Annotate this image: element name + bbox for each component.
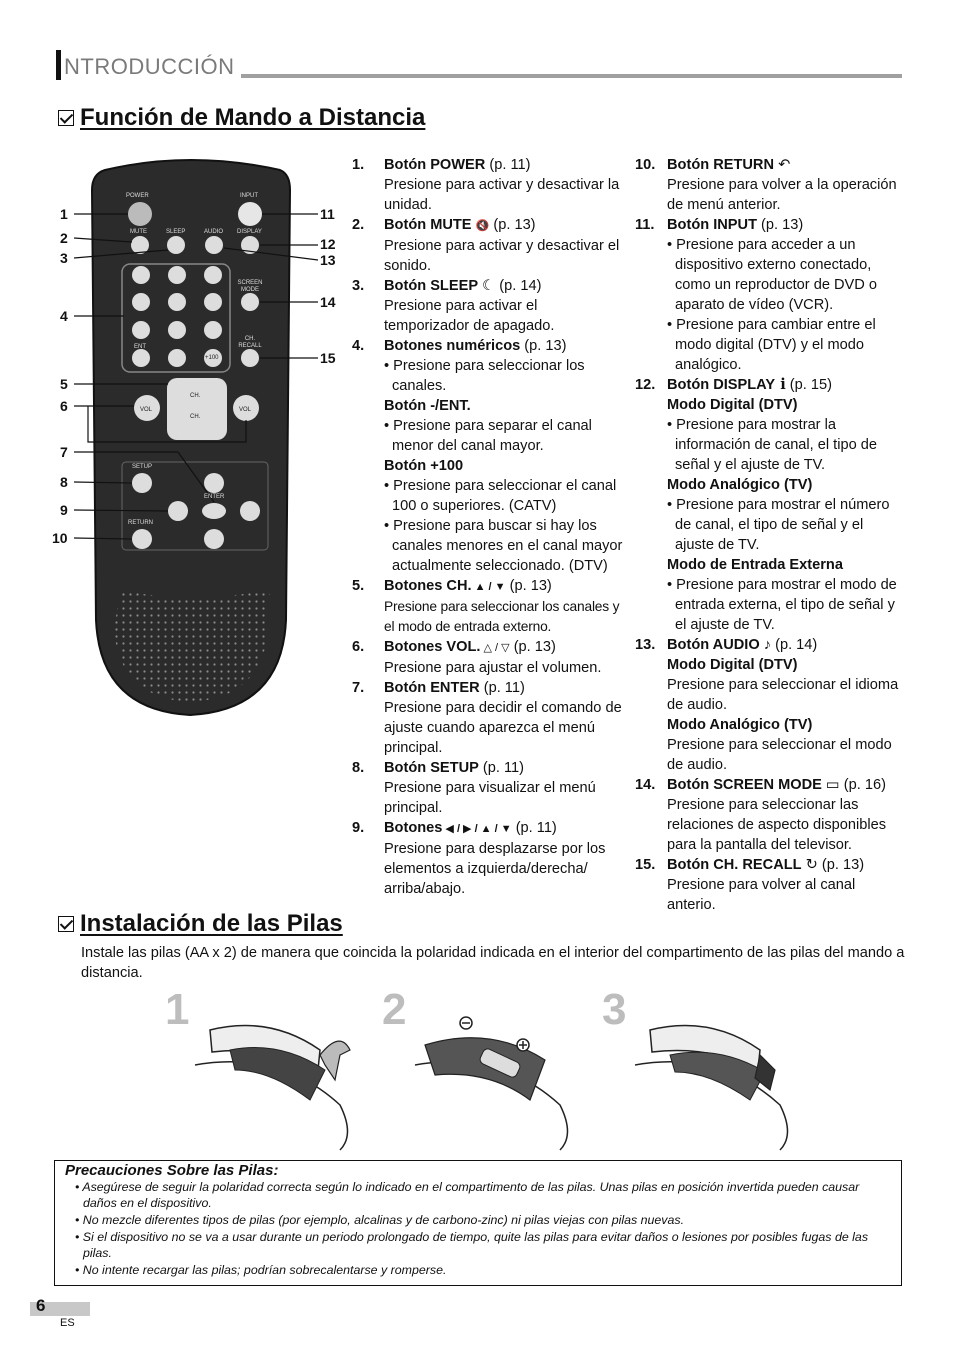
callout-5: 5 — [60, 376, 68, 392]
item-1: 1. Botón POWER (p. 11) Presione para activar y desactivar la unidad. — [352, 157, 620, 213]
item-5: 5. Botones CH. ▲ / ▼ (p. 13) Presione para seleccionar los canales y el modo de entrada externo. — [352, 578, 620, 634]
section-title-text: Función de Mando a Distancia — [80, 104, 426, 131]
return-icon: ↶ — [774, 157, 791, 173]
page-number: 6 — [36, 1296, 46, 1315]
header-title: NTRODUCCIÓN — [64, 54, 235, 79]
caution-title: Precauciones Sobre las Pilas: — [65, 1162, 279, 1179]
step-3-illustration — [630, 1010, 800, 1155]
item-2: 2. Botón MUTE 🔇 (p. 13) Presione para activar y desactivar el sonido. — [352, 217, 620, 274]
callout-10: 10 — [52, 530, 68, 546]
label-return: RETURN — [128, 520, 153, 526]
label-ent: ENT — [134, 344, 146, 350]
item-12: 12. Botón DISPLAY i (p. 15) Modo Digital (DTV) • Presione para mostrar la información de canal, el tipo de señal y el ajuste de TV. Modo Analógico (TV) • Presione para mostrar el número de canal, el tipo de señal y el ajuste de TV. Modo de Entrada Externa • Presione para mostrar el modo de entrada externa, el tipo de señal y el ajuste de TV. — [635, 376, 897, 633]
caution-item: • Asegúrese de seguir la polaridad correcta según lo indicado en el compartimento de las pilas. Unas pilas en posición invertida pueden causar daños en el dispositivo. — [75, 1180, 860, 1210]
step-2-illustration — [410, 1010, 580, 1155]
label-power: POWER — [126, 193, 149, 199]
section-title-text: Instalación de las Pilas — [80, 910, 343, 937]
callout-15: 15 — [320, 350, 336, 366]
callout-3: 3 — [60, 250, 68, 266]
label-input: INPUT — [240, 193, 258, 199]
ch-recall-icon: ↻ — [801, 857, 818, 873]
callout-8: 8 — [60, 474, 68, 490]
label-plus100: +100 — [205, 355, 219, 361]
info-icon: i — [775, 376, 786, 393]
vol-arrows-icon: △ / ▽ — [480, 642, 510, 654]
callout-11: 11 — [320, 206, 335, 222]
header-rule — [241, 74, 902, 78]
label-sleep: SLEEP — [166, 229, 186, 235]
item-10: 10. Botón RETURN ↶ Presione para volver a la operación de menú anterior. — [635, 157, 897, 213]
battery-caution-box — [54, 1160, 902, 1286]
header-bar — [56, 50, 61, 80]
remote-illustration — [50, 150, 350, 730]
item-15: 15. Botón CH. RECALL ↻ (p. 13) Presione para volver al canal anterio. — [635, 857, 865, 913]
label-vol-right: VOL — [239, 407, 252, 413]
callout-13: 13 — [320, 252, 336, 268]
step-1-illustration — [190, 1010, 360, 1155]
item-8: 8. Botón SETUP (p. 11) Presione para visualizar el menú principal. — [352, 760, 596, 816]
column-1 — [352, 155, 624, 899]
item-11: 11. Botón INPUT (p. 13) • Presione para acceder a un dispositivo externo conectado, como un reproductor de DVD o aparato de vídeo (VCR). • Presione para cambiar entre el modo digital (DTV) y el modo analógico. — [635, 217, 877, 373]
batteries-intro: Instale las pilas (AA x 2) de manera que coincida la polaridad indicada en el interior del compartimento de las pilas del mando a distancia. — [81, 945, 905, 981]
item-4: 4. Botones numéricos (p. 13) • Presione para seleccionar los canales. Botón -/ENT. • Presione para separar el canal menor del canal mayor. Botón +100 • Presione para seleccionar el canal 100 o superiores. (CATV) • Presione para buscar si hay los canales menores en el canal mayor actualmente seleccionado. (DTV) — [352, 338, 623, 574]
label-ch-recall: CH. RECALL — [238, 336, 262, 349]
callout-14: 14 — [320, 294, 336, 310]
step-1-number: 1 — [165, 985, 190, 1034]
label-display: DISPLAY — [237, 229, 262, 235]
step-3-number: 3 — [602, 985, 627, 1034]
label-setup: SETUP — [132, 464, 153, 470]
callout-1: 1 — [60, 206, 68, 222]
item-3: 3. Botón SLEEP ☾ (p. 14) Presione para activar el temporizador de apagado. — [352, 278, 555, 334]
callout-6: 6 — [60, 398, 68, 414]
item-9: 9. Botones ◀ / ▶ / ▲ / ▼ (p. 11) Presione para desplazarse por los elementos a izquierda/derecha/ arriba/abajo. — [352, 820, 606, 897]
item-14: 14. Botón SCREEN MODE ▭ (p. 16) Presione para seleccionar las relaciones de aspecto disponibles para la pantalla del televisor. — [635, 777, 887, 853]
checkbox-icon — [58, 110, 74, 126]
ch-arrows-icon: ▲ / ▼ — [471, 581, 506, 593]
callout-2: 2 — [60, 230, 68, 246]
caution-item: • No intente recargar las pilas; podrían sobrecalentarse y romperse. — [75, 1263, 447, 1277]
label-screen-mode: SCREEN MODE — [237, 280, 263, 293]
caution-item: • Si el dispositivo no se va a usar durante un periodo prolongado de tiempo, quite las pilas para evitar daños o lesiones por posibles fugas de las pilas. — [75, 1230, 869, 1260]
callout-4: 4 — [60, 308, 68, 324]
music-note-icon: ♪ — [759, 637, 772, 653]
page-header — [56, 50, 902, 80]
screen-mode-icon: ▭ — [821, 777, 840, 793]
step-2-number: 2 — [382, 985, 407, 1034]
sleep-icon: ☾ — [482, 278, 496, 294]
label-ch-up: CH. — [190, 393, 201, 399]
column-2 — [635, 155, 905, 915]
label-audio: AUDIO — [204, 229, 224, 235]
label-mute: MUTE — [130, 229, 147, 235]
page-language: ES — [60, 1317, 75, 1329]
mute-icon: 🔇 — [475, 220, 490, 232]
callout-7: 7 — [60, 444, 68, 460]
label-ch-down: CH. — [190, 414, 201, 420]
item-13: 13. Botón AUDIO ♪ (p. 14) Modo Digital (DTV) Presione para seleccionar el idioma de audio. Modo Analógico (TV) Presione para seleccionar el modo de audio. — [635, 637, 899, 773]
section-batteries-title — [58, 910, 343, 938]
callout-12: 12 — [320, 236, 336, 252]
section-remote-title — [58, 104, 425, 132]
direction-arrows-icon: ◀ / ▶ / ▲ / ▼ — [442, 823, 512, 835]
label-vol-left: VOL — [140, 407, 153, 413]
item-6: 6. Botones VOL. △ / ▽ (p. 13) Presione para ajustar el volumen. — [352, 639, 602, 676]
item-7: 7. Botón ENTER (p. 11) Presione para decidir el comando de ajuste cuando aparezca el menú principal. — [352, 680, 622, 756]
remote-svg — [50, 150, 350, 730]
label-enter: ENTER — [204, 494, 225, 500]
caution-item: • No mezcle diferentes tipos de pilas (por ejemplo, alcalinas y de carbono-zinc) ni pilas viejas con pilas nuevas. — [75, 1213, 685, 1227]
callout-9: 9 — [60, 502, 68, 518]
checkbox-icon — [58, 916, 74, 932]
